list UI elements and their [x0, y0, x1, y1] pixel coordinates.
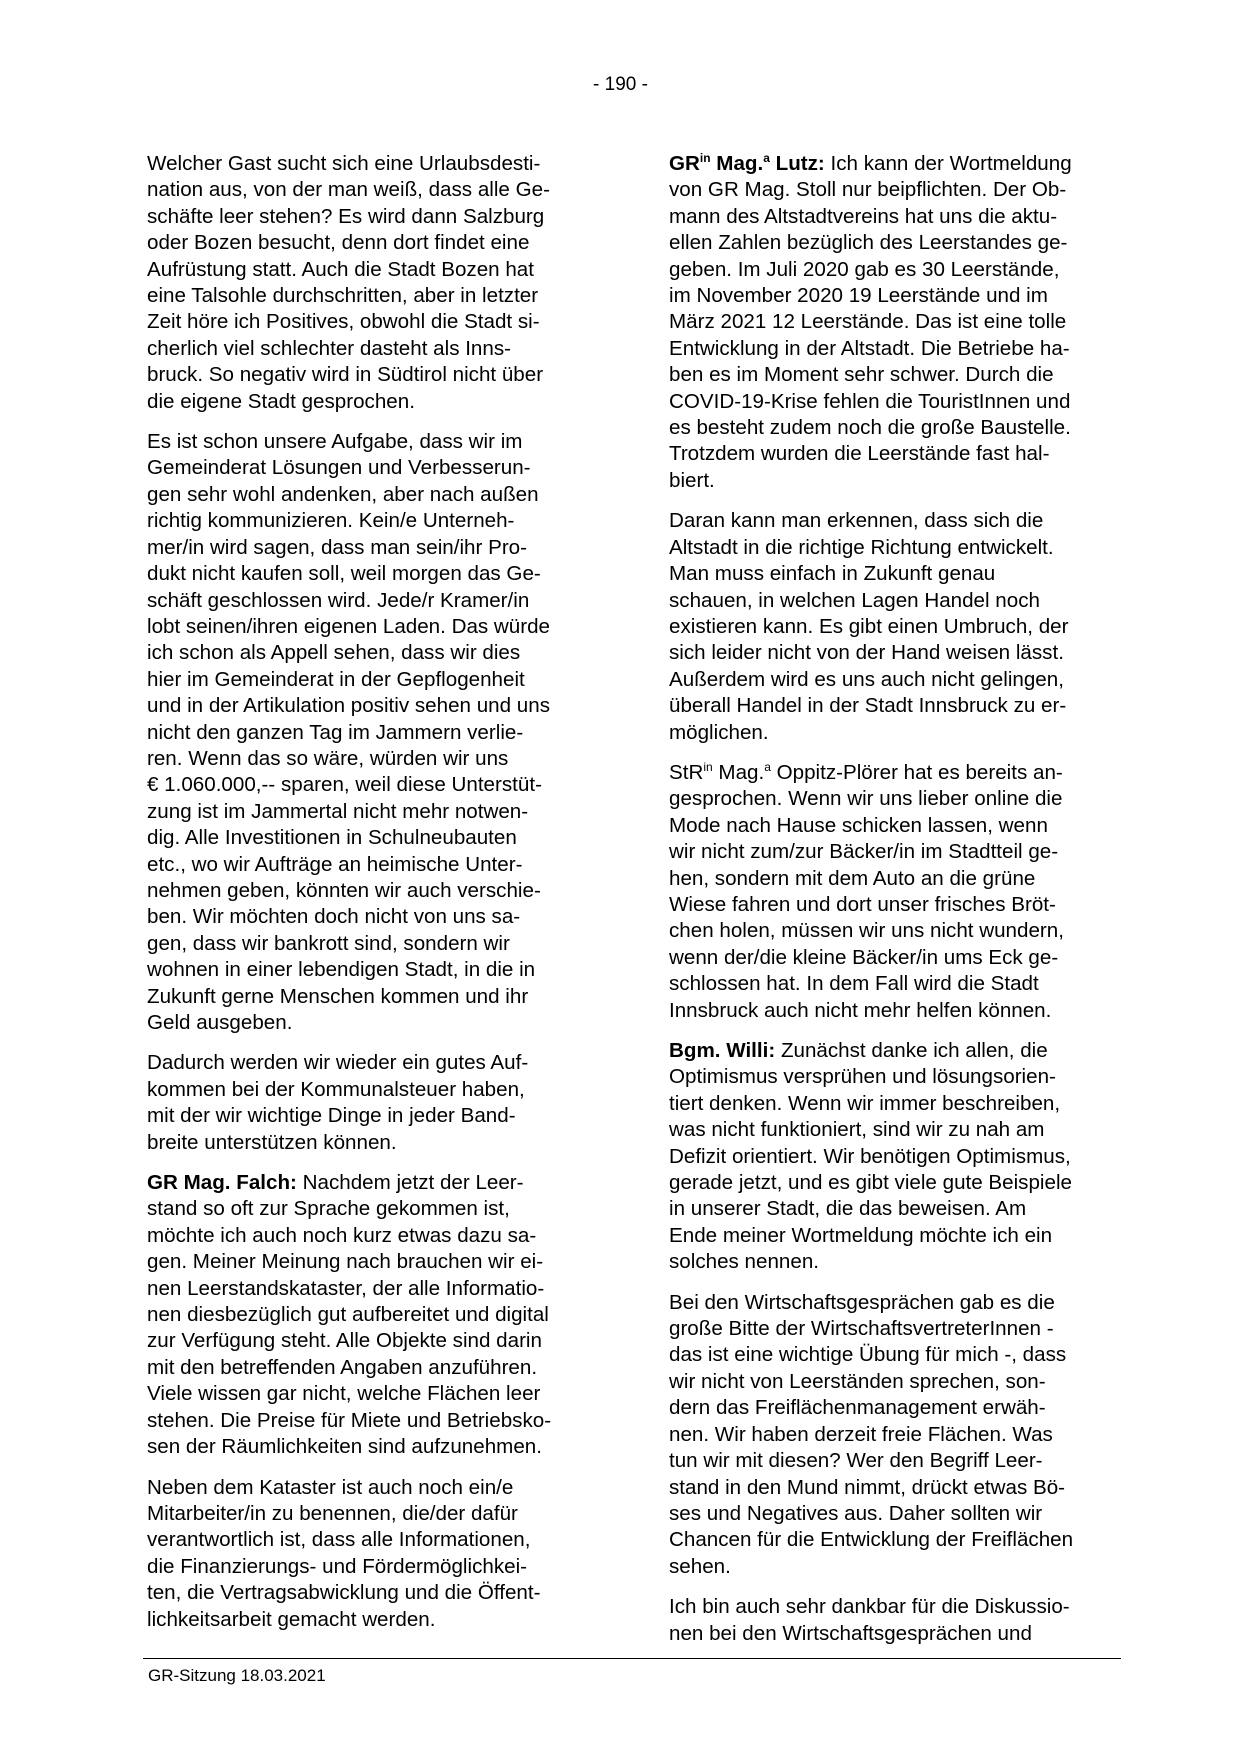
text-line: was nicht funktioniert, sind wir zu nah am [669, 1118, 1045, 1142]
text-line: überall Handel in der Stadt Innsbruck zu er- [669, 694, 1067, 718]
text-line: lobt seinen/ihren eigenen Laden. Das würde [147, 614, 551, 638]
first-line: Bgm. Willi: Zunächst danke ich allen, die [669, 1039, 1048, 1062]
text-line: Defizit orientiert. Wir benötigen Optimismus, [669, 1144, 1071, 1168]
page-number: - 190 - [593, 74, 648, 95]
text-line: sehen. [669, 1554, 731, 1578]
text-line: gerade jetzt, und es gibt viele gute Beispiele [669, 1171, 1072, 1195]
text-line: geben. Im Juli 2020 gab es 30 Leerstände, [669, 257, 1060, 281]
text-line: ich schon als Appell sehen, dass wir dies [147, 641, 521, 665]
text-line: Neben dem Kataster ist auch noch ein/e [147, 1475, 514, 1499]
text-line: Es ist schon unsere Aufgabe, dass wir im [147, 430, 523, 454]
text-line: Innsbruck auch nicht mehr helfen können. [669, 998, 1052, 1022]
paragraph [147, 1475, 597, 1633]
text-line: nicht den ganzen Tag im Jammern verlie- [147, 720, 524, 744]
text-line: Zukunft gerne Menschen kommen und ihr [147, 984, 529, 1008]
text-line: große Bitte der WirtschaftsvertreterInnen - [669, 1317, 1054, 1341]
text-line: Dadurch werden wir wieder ein gutes Auf- [147, 1051, 529, 1075]
first-line: StR$^{in}$ Mag.$^a$ Oppitz-Plörer hat es bereits an- [669, 760, 1063, 784]
paragraph [147, 429, 597, 1036]
text-line: stand in den Mund nimmt, drückt etwas Bö- [669, 1475, 1066, 1499]
text-line: COVID-19-Krise fehlen die TouristInnen und [669, 389, 1071, 413]
text-line: Aufrüstung statt. Auch die Stadt Bozen hat [147, 257, 534, 281]
text-line: Bei den Wirtschaftsgesprächen gab es die [669, 1290, 1055, 1314]
text-line: ren. Wenn das so wäre, würden wir uns [147, 746, 509, 770]
text-line: ben. Wir möchten doch nicht von uns sa- [147, 905, 521, 929]
text-line: Chancen für die Entwicklung der Freiflächen [669, 1528, 1074, 1552]
text-line: bruck. So negativ wird in Südtirol nicht über [147, 363, 544, 387]
text-line: solches nennen. [669, 1250, 819, 1274]
text-line: in unserer Stadt, die das beweisen. Am [669, 1197, 1027, 1221]
text-line: Geld ausgeben. [147, 1011, 293, 1034]
text-line: oder Bozen besucht, denn dort findet eine [147, 231, 530, 255]
paragraph [669, 1290, 1119, 1580]
text-line: kommen bei der Kommunalsteuer haben, [147, 1077, 525, 1101]
text-line: und in der Artikulation positiv sehen und uns [147, 694, 550, 718]
text-line: Zeit höre ich Positives, obwohl die Stadt si- [147, 310, 540, 334]
text-line: sen der Räumlichkeiten sind aufzunehmen. [147, 1435, 542, 1459]
text-line: dukt nicht kaufen soll, weil morgen das Ge- [147, 562, 541, 586]
paragraph-lutz [669, 151, 1119, 494]
footer-session-date: GR-Sitzung 18.03.2021 [148, 1666, 326, 1685]
text-line: gesprochen. Wenn wir uns lieber online die [669, 787, 1063, 811]
first-line: GR Mag. Falch: Nachdem jetzt der Leer- [147, 1171, 524, 1195]
text-line: hier im Gemeinderat in der Gepflogenheit [147, 667, 525, 691]
text-line: Viele wissen gar nicht, welche Flächen leer [147, 1382, 541, 1406]
text-line: chen holen, müssen wir uns nicht wundern, [669, 919, 1064, 943]
text-line: eine Talsohle durchschritten, aber in letzter [147, 284, 539, 308]
text-line: schäfte leer stehen? Es wird dann Salzburg [147, 204, 545, 228]
text-line: mit den betreffenden Angaben anzuführen. [147, 1355, 538, 1379]
text-line: sich leider nicht von der Hand weisen lässt. [669, 641, 1064, 665]
text-line: € 1.060.000,-- sparen, weil diese Unterstüt- [147, 773, 542, 797]
footer-divider [143, 1658, 1121, 1659]
text-line: wir nicht zum/zur Bäcker/in im Stadtteil ge- [669, 840, 1059, 864]
paragraph-falch [147, 1170, 597, 1460]
text-line: wir nicht von Leerständen sprechen, son- [669, 1369, 1046, 1393]
text-line: Außerdem wird es uns auch nicht gelingen, [669, 667, 1064, 691]
text-line: wenn der/die kleine Bäcker/in ums Eck ge- [669, 945, 1059, 969]
text-line: Wiese fahren und dort unser frisches Bröt- [669, 892, 1056, 916]
text-line: tun wir mit diesen? Wer den Begriff Leer- [669, 1449, 1043, 1473]
text-line: gen, dass wir bankrott sind, sondern wir [147, 931, 510, 955]
text-line: Altstadt in die richtige Richtung entwickelt. [669, 535, 1054, 559]
text-line: tiert denken. Wenn wir immer beschreiben, [669, 1091, 1061, 1115]
text-line: ten, die Vertragsabwicklung und die Öffent- [147, 1581, 541, 1605]
text-line: zur Verfügung steht. Alle Objekte sind darin [147, 1329, 542, 1353]
text-line: möchte ich auch noch kurz etwas dazu sa- [147, 1223, 537, 1247]
text-line: es besteht zudem noch die große Baustelle. [669, 416, 1071, 440]
text-line: möglichen. [669, 720, 769, 744]
text-line: dern das Freiflächenmanagement erwäh- [669, 1396, 1046, 1420]
text-line: Daran kann man erkennen, dass sich die [669, 509, 1044, 533]
text-line: Ende meiner Wortmeldung möchte ich ein [669, 1223, 1053, 1247]
paragraph [669, 1594, 1119, 1647]
text-line: die Finanzierungs- und Fördermöglichkei- [147, 1554, 528, 1578]
text-line: Mitarbeiter/in zu benennen, die/der dafür [147, 1501, 518, 1525]
text-line: Entwicklung in der Altstadt. Die Betriebe ha- [669, 336, 1070, 360]
text-line: gen. Meiner Meinung nach brauchen wir ei- [147, 1250, 544, 1274]
text-line: nation aus, von der man weiß, dass alle Ge- [147, 178, 550, 202]
text-line: das ist eine wichtige Übung für mich -, dass [669, 1343, 1067, 1367]
text-line: gen sehr wohl andenken, aber nach außen [147, 482, 539, 506]
text-line: nen bei den Wirtschaftsgesprächen und [669, 1621, 1032, 1645]
text-line: richtig kommunizieren. Kein/e Unterneh- [147, 509, 515, 533]
text-line: ses und Negatives aus. Daher sollten wir [669, 1501, 1043, 1525]
text-line: ellen Zahlen bezüglich des Leerstandes ge- [669, 231, 1068, 255]
text-line: cherlich viel schlechter dasteht als Inns- [147, 336, 511, 360]
text-line: Gemeinderat Lösungen und Verbesserun- [147, 456, 531, 480]
text-line: schauen, in welchen Lagen Handel noch [669, 588, 1040, 612]
text-line: mer/in wird sagen, dass man sein/ihr Pro- [147, 535, 527, 559]
text-line: mann des Altstadtvereins hat uns die aktu- [669, 204, 1058, 228]
text-line: im November 2020 19 Leerstände und im [669, 284, 1048, 308]
speaker-name: GR Mag. Falch: [147, 1171, 297, 1195]
text-line: nehmen geben, könnten wir auch verschie- [147, 878, 541, 902]
text-line: zung ist im Jammertal nicht mehr notwen- [147, 799, 529, 823]
paragraph [669, 760, 1119, 1024]
text-line: hen, sondern mit dem Auto an die grüne [669, 866, 1036, 890]
text-line: Mode nach Hause schicken lassen, wenn [669, 813, 1048, 837]
speaker-name: $GR^{in}$ Mag.$^a$ Lutz: [669, 151, 825, 175]
text-line: Ich bin auch sehr dankbar für die Diskussio- [669, 1595, 1070, 1619]
text-line: existieren kann. Es gibt einen Umbruch, der [669, 614, 1069, 638]
text-line: Trotzdem wurden die Leerstände fast hal- [669, 442, 1050, 466]
text-line: nen Leerstandskataster, der alle Informatio- [147, 1276, 545, 1300]
text-line: lichkeitsarbeit gemacht werden. [147, 1607, 436, 1631]
text-line: Welcher Gast sucht sich eine Urlaubsdesti- [147, 152, 541, 175]
text-line: schlossen hat. In dem Fall wird die Stadt [669, 972, 1039, 996]
first-line: $GR^{in}$ Mag.$^a$ Lutz: Ich kann der Wortmeldung [669, 151, 1072, 175]
text-line: schäft geschlossen wird. Jede/r Kramer/in [147, 588, 530, 612]
text-line: dig. Alle Investitionen in Schulneubauten [147, 826, 517, 850]
paragraph [147, 151, 597, 415]
text-line: nen diesbezüglich gut aufbereitet und digital [147, 1303, 549, 1327]
text-line: Man muss einfach in Zukunft genau [669, 562, 996, 586]
text-line: biert. [669, 468, 715, 492]
text-line: März 2021 12 Leerstände. Das ist eine tolle [669, 310, 1067, 334]
paragraph [669, 508, 1119, 746]
text-line: wohnen in einer lebendigen Stadt, in die in [147, 958, 536, 982]
text-line: stand so oft zur Sprache gekommen ist, [147, 1197, 510, 1221]
right-column [669, 151, 1119, 1661]
paragraph-willi [669, 1038, 1119, 1276]
text-line: ben es im Moment sehr schwer. Durch die [669, 363, 1054, 387]
text-line: Optimismus versprühen und lösungsorien- [669, 1065, 1056, 1089]
text-line: von GR Mag. Stoll nur beipflichten. Der Ob- [669, 178, 1067, 202]
left-column [147, 151, 597, 1647]
speaker-name: Bgm. Willi: [669, 1039, 776, 1062]
text-line: nen. Wir haben derzeit freie Flächen. Was [669, 1422, 1053, 1446]
text-line: mit der wir wichtige Dinge in jeder Band- [147, 1104, 516, 1128]
text-line: verantwortlich ist, dass alle Informationen, [147, 1528, 531, 1552]
text-line: stehen. Die Preise für Miete und Betriebsko- [147, 1408, 552, 1432]
text-line: etc., wo wir Aufträge an heimische Unter- [147, 852, 523, 876]
text-line: die eigene Stadt gesprochen. [147, 389, 415, 413]
paragraph [147, 1050, 597, 1156]
text-line: breite unterstützen können. [147, 1130, 397, 1154]
